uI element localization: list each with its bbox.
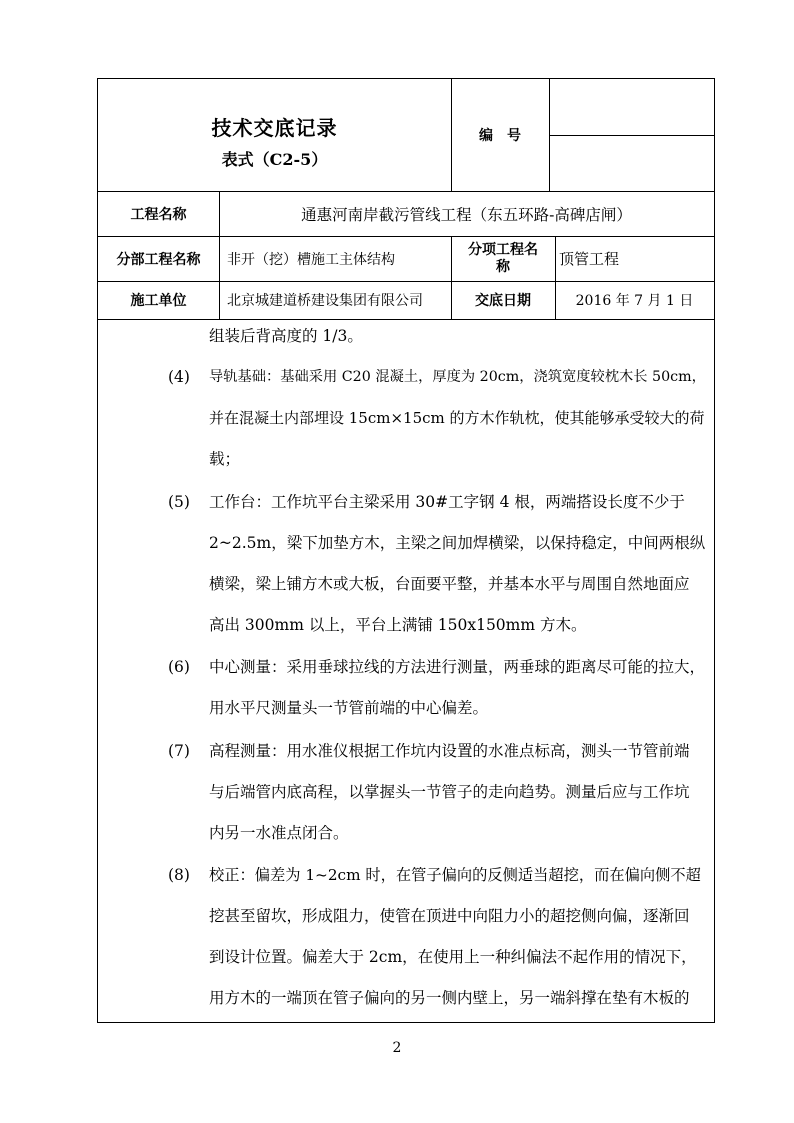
row-divider [98,319,714,320]
content-line: 高程测量：用水准仪根据工作坑内设置的水准点标高，测头一节管前端 [209,742,690,760]
content-line: 到设计位置。偏差大于 2cm，在使用上一种纠偏法不起作用的情况下， [209,948,697,966]
number-label: 编 号 [479,128,521,144]
content-line: 挖甚至留坎，形成阻力，使管在顶进中向阻力小的超挖侧向偏，逐渐回 [209,907,690,925]
subitem-value: 顶管工程 [559,250,620,268]
content-line: 用水平尺测量头一节管前端的中心偏差。 [209,699,489,717]
form-subtitle: 表式（C2-5） [221,150,328,169]
content-line: 中心测量：采用垂球拉线的方法进行测量，两垂球的距离尽可能的拉大， [209,658,706,676]
subitem-label [451,236,555,281]
item-number: (5) [168,493,190,511]
content-line: 2~2.5m，梁下加垫方木，主梁之间加焊横梁，以保持稳定，中间两根纵 [209,534,706,552]
content-line: 组装后背高度的 1/3。 [209,327,363,345]
unit-value: 北京城建道桥建设集团有限公司 [227,293,423,309]
content-line: 导轨基础：基础采用 C20 混凝土，厚度为 20cm，浇筑宽度较枕木长 50cm， [209,369,706,385]
item-number: (7) [168,742,190,760]
date-value: 2016 年 7 月 1 日 [575,293,694,309]
content-line: 载； [209,450,241,468]
content-line: 与后端管内底高程，以掌握头一节管子的走向趋势。测量后应与工作坑 [209,783,690,801]
subitem-label-line1: 分项工程名 [468,241,538,258]
content-line: 高出 300mm 以上，平台上满铺 150x150mm 方木。 [209,616,587,634]
subitem-label-line2: 称 [496,258,510,275]
project-name-label: 工程名称 [130,206,187,223]
content-line: 工作台：工作坑平台主梁采用 30#工字钢 4 根，两端搭设长度不少于 [209,493,685,511]
record-form [97,78,715,1023]
item-number: (6) [168,658,190,676]
number-divider [549,135,714,136]
item-number: (8) [168,866,190,884]
division-label: 分部工程名称 [116,251,201,268]
item-number: (4) [168,368,190,386]
unit-label: 施工单位 [130,293,187,309]
page-number: 2 [392,1040,402,1056]
date-label: 交底日期 [475,293,531,309]
project-name-value: 通惠河南岸截污管线工程（东五环路-高碑店闸） [301,205,632,224]
content-line: 并在混凝土内部埋设 15cm×15cm 的方木作轨枕，使其能够承受较大的荷 [209,409,705,427]
content-line: 校正：偏差为 1~2cm 时，在管子偏向的反侧适当超挖，而在偏向侧不超 [209,866,701,884]
content-line: 横梁，梁上铺方木或大板，台面要平整，并基本水平与周围自然地面应 [209,575,690,593]
content-line: 内另一水准点闭合。 [209,824,349,842]
division-value: 非开（挖）槽施工主体结构 [227,251,395,268]
content-line: 用方木的一端顶在管子偏向的另一侧内壁上，另一端斜撑在垫有木板的 [209,989,690,1007]
form-title: 技术交底记录 [211,116,338,140]
number-value-top [549,79,714,135]
